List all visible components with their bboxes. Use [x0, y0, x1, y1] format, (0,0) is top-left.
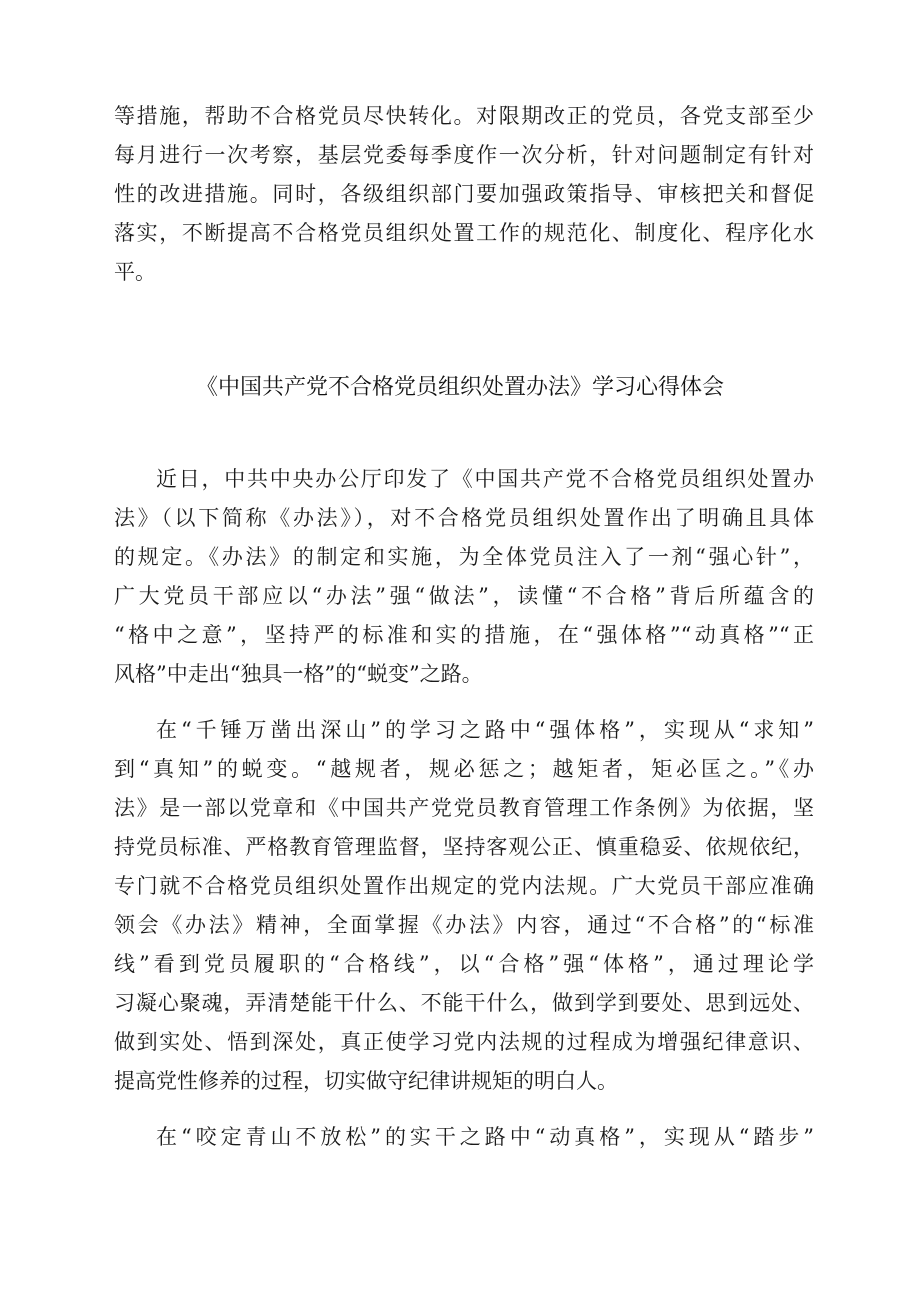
text-line: 领会《办法》精神，全面掌握《办法》内容，通过“不合格”的“标准	[114, 913, 814, 937]
text-line: 做到实处、悟到深处，真正使学习党内法规的过程成为增强纪律意识、	[114, 1030, 814, 1054]
text-line: 等措施，帮助不合格党员尽快转化。对限期改正的党员，各党支部至少	[114, 104, 814, 128]
text-line: 法》是一部以党章和《中国共产党党员教育管理工作条例》为依据，坚	[114, 796, 814, 820]
text-line: 习凝心聚魂，弄清楚能干什么、不能干什么，做到学到要处、思到远处、	[114, 991, 814, 1015]
text-line: 法》（以下简称《办法》），对不合格党员组织处置作出了明确且具体	[114, 506, 814, 530]
text-line: 的规定。《办法》的制定和实施，为全体党员注入了一剂“强心针”，	[114, 545, 814, 569]
text-line: 到“真知”的蜕变。“越规者，规必惩之；越矩者，矩必匡之。”《办	[114, 757, 814, 781]
text-line: 线”看到党员履职的“合格线”，以“合格”强“体格”，通过理论学	[114, 952, 814, 976]
text-line: 近日，中共中央办公厅印发了《中国共产党不合格党员组织处置办	[156, 467, 814, 491]
text-line: 持党员标准、严格教育管理监督，坚持客观公正、慎重稳妥、依规依纪，	[114, 835, 814, 859]
text-line: 性的改进措施。同时，各级组织部门要加强政策指导、审核把关和督促	[114, 182, 814, 206]
text-line: 广大党员干部应以“办法”强“做法”，读懂“不合格”背后所蕴含的	[114, 584, 814, 608]
text-line: “格中之意”，坚持严的标准和实的措施，在“强体格”“动真格”“正	[114, 623, 814, 647]
text-line: 在“咬定青山不放松”的实干之路中“动真格”，实现从“踏步”	[156, 1125, 814, 1149]
text-line: 平。	[114, 260, 156, 284]
article-title: 《中国共产党不合格党员组织处置办法》学习心得体会	[195, 375, 724, 400]
text-line: 专门就不合格党员组织处置作出规定的党内法规。广大党员干部应准确	[114, 874, 814, 898]
text-line: 落实，不断提高不合格党员组织处置工作的规范化、制度化、程序化水	[114, 221, 814, 245]
text-line: 风格”中走出“独具一格”的“蜕变”之路。	[114, 662, 483, 686]
text-line: 提高党性修养的过程，切实做守纪律讲规矩的明白人。	[114, 1069, 618, 1093]
text-line: 在“千锤万凿出深山”的学习之路中“强体格”，实现从“求知”	[156, 718, 814, 742]
text-line: 每月进行一次考察，基层党委每季度作一次分析，针对问题制定有针对	[114, 143, 814, 167]
